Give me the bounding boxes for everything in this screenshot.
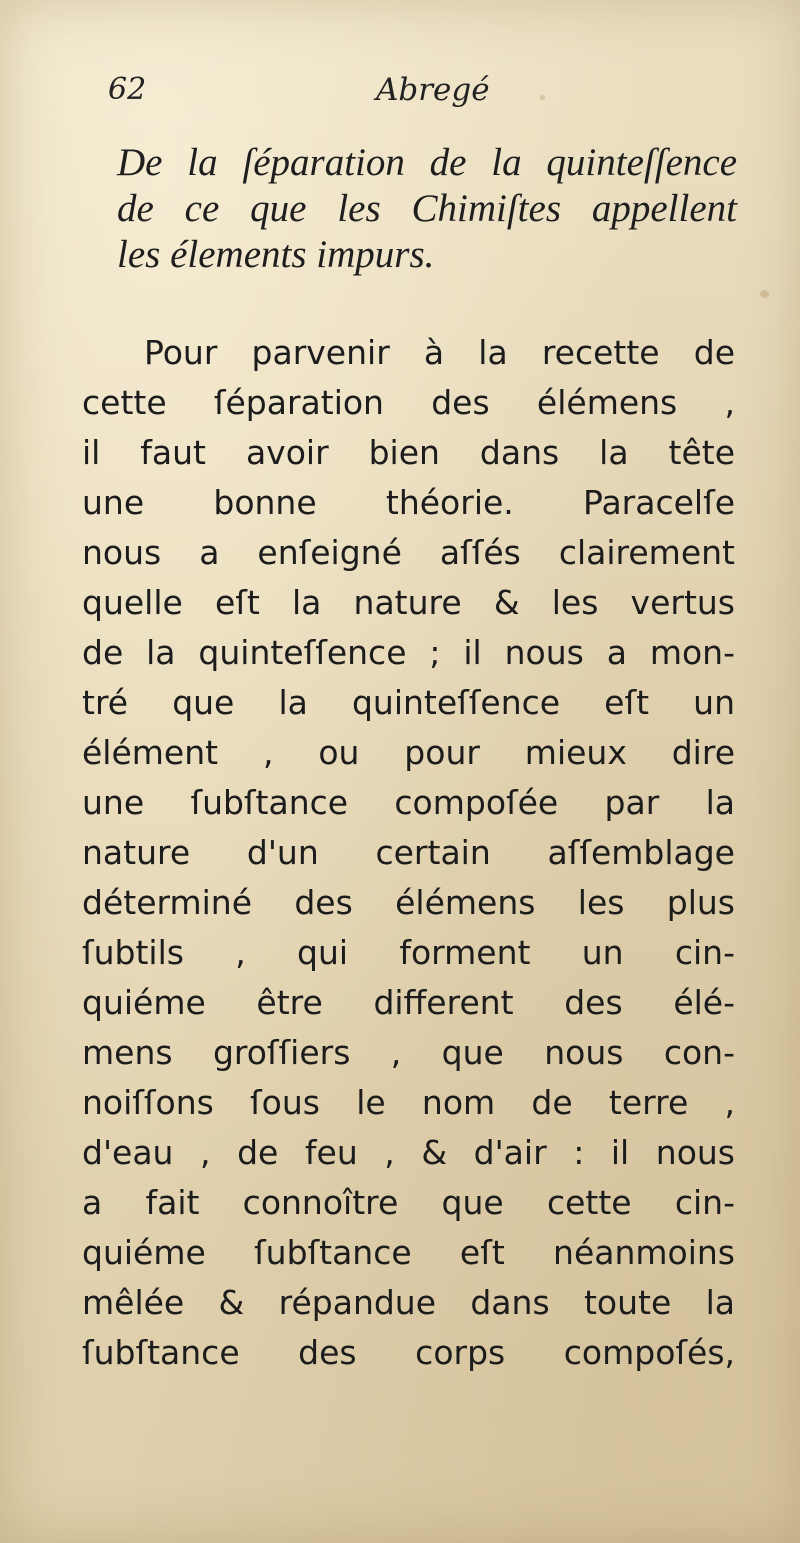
text-line: tré que la quinteſſence eſt un [82, 683, 735, 722]
section-title-line: De la ſéparation de la quinteſſence [117, 141, 737, 184]
page-header [108, 72, 738, 112]
text-line: quiéme ſubſtance eſt néanmoins [82, 1233, 735, 1272]
text-line: déterminé des élémens les plus [82, 883, 735, 922]
text-line: cette ſéparation des élémens , [82, 383, 735, 422]
running-head: Abregé [376, 72, 490, 108]
text-line: nous a enſeigné aſſés clairement [82, 533, 735, 572]
section-title [117, 140, 737, 278]
text-line: a fait connoître que cette cin- [82, 1183, 735, 1222]
page-number: 62 [108, 72, 147, 107]
section-title-line: les élements impurs. [117, 233, 435, 276]
text-line: une ſubſtance compoſée par la [82, 783, 735, 822]
paper-stain [760, 290, 769, 298]
text-line: quiéme être different des élé- [82, 983, 735, 1022]
text-line: ſubtils , qui forment un cin- [82, 933, 735, 972]
text-line: élément , ou pour mieux dire [82, 733, 735, 772]
text-line: de la quinteſſence ; il nous a mon- [82, 633, 735, 672]
text-line: noiſſons ſous le nom de terre , [82, 1083, 735, 1122]
text-line: mens groſſiers , que nous con- [82, 1033, 735, 1072]
text-line: une bonne théorie. Paracelſe [82, 483, 735, 522]
text-line: nature d'un certain aſſemblage [82, 833, 735, 872]
text-line: d'eau , de feu , & d'air : il nous [82, 1133, 735, 1172]
text-line: quelle eſt la nature & les vertus [82, 583, 735, 622]
text-line: Pour parvenir à la recette de [144, 333, 735, 372]
body-paragraph [82, 328, 735, 1378]
text-line: il faut avoir bien dans la tête [82, 433, 735, 472]
section-title-line: de ce que les Chimiſtes appellent [117, 187, 737, 230]
text-line: ſubſtance des corps compoſés, [82, 1333, 735, 1372]
text-line: mêlée & répandue dans toute la [82, 1283, 735, 1322]
